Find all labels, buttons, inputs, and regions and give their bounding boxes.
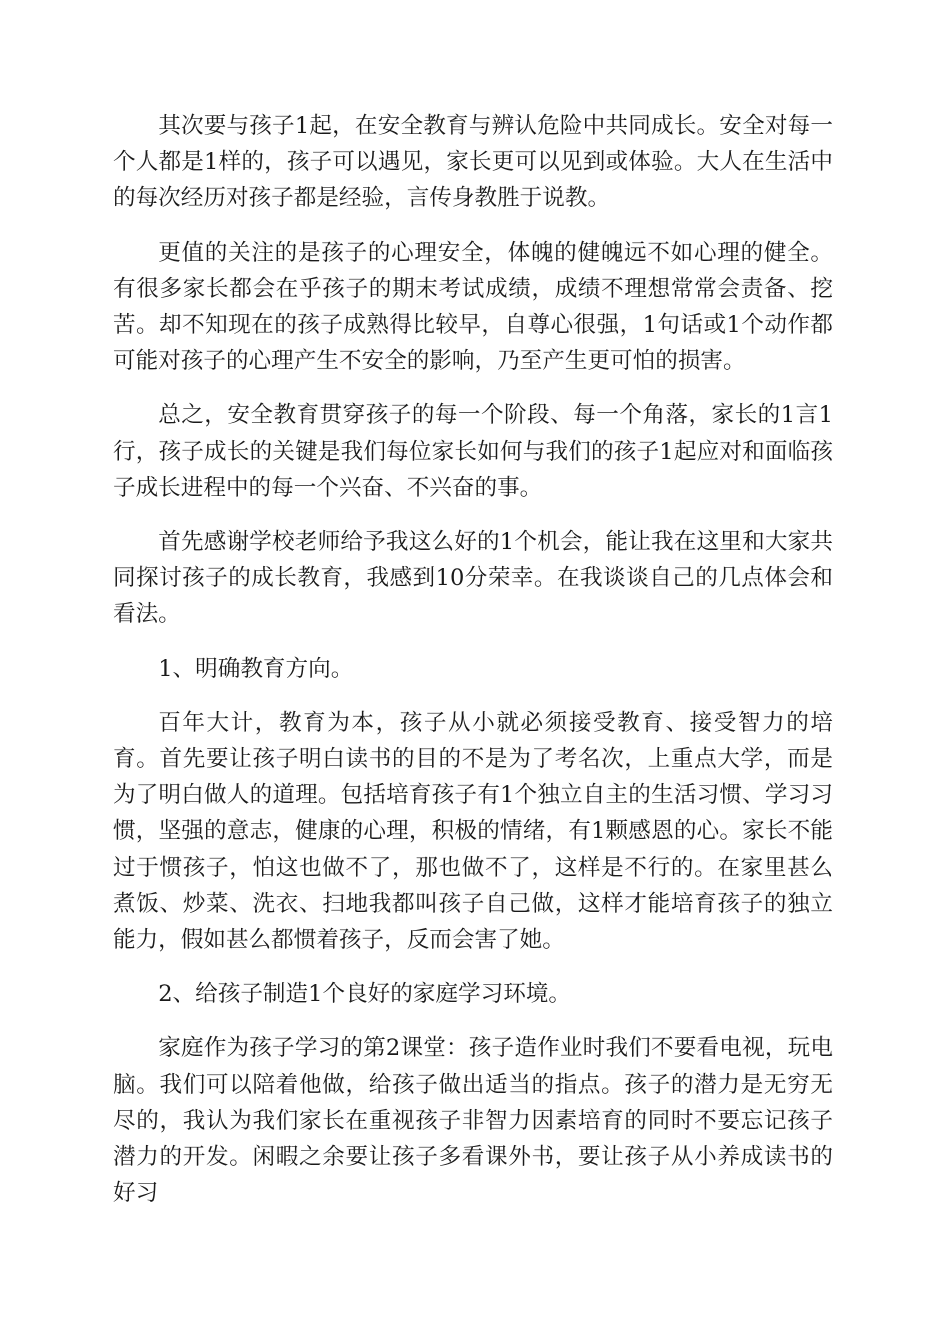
document-body <box>113 108 833 1211</box>
section-heading-2: 2、给孩子制造1个良好的家庭学习环境。 <box>158 981 572 1008</box>
paragraph-thanks: 首先感谢学校老师给予我这么好的1个机会，能让我在这里和大家共同探讨孩子的成长教育，我感到10分荣幸。在我谈谈自己的几点体会和看法。 <box>113 529 833 628</box>
paragraph-education-direction: 百年大计，教育为本，孩子从小就必须接受教育、接受智力的培育。首先要让孩子明白读书的目的不是为了考名次，上重点大学，而是为了明白做人的道理。包括培育孩子有1个独立自主的生活习惯、学习习惯，坚强的意志，健康的心理，积极的情绪，有1颗感恩的心。家长不能过于惯孩子，怕这也做不了，那也做不了，这样是不行的。在家里甚么煮饭、炒菜、洗衣、扫地我都叫孩子自己做，这样才能培育孩子的独立能力，假如甚么都惯着孩子，反而会害了她。 <box>113 709 833 954</box>
section-heading-1: 1、明确教育方向。 <box>158 655 354 682</box>
paragraph-home-environment: 家庭作为孩子学习的第2课堂：孩子造作业时我们不要看电视，玩电脑。我们可以陪着他做，给孩子做出适当的指点。孩子的潜力是无穷无尽的，我认为我们家长在重视孩子非智力因素培育的同时不要忘记孩子潜力的开发。闲暇之余要让孩子多看课外书，要让孩子从小养成读书的好习 <box>113 1035 833 1207</box>
paragraph-psychological-safety: 更值的关注的是孩子的心理安全，体魄的健魄远不如心理的健全。有很多家长都会在乎孩子的期末考试成绩，成绩不理想常常会责备、挖苦。却不知现在的孩子成熟得比较早，自尊心很强，1句话或1个动作都可能对孩子的心理产生不安全的影响，乃至产生更可怕的损害。 <box>113 239 833 375</box>
paragraph-conclusion: 总之，安全教育贯穿孩子的每一个阶段、每一个角落，家长的1言1行，孩子成长的关键是我们每位家长如何与我们的孩子1起应对和面临孩子成长进程中的每一个兴奋、不兴奋的事。 <box>113 402 833 501</box>
paragraph-safety-growth: 其次要与孩子1起，在安全教育与辨认危险中共同成长。安全对每一个人都是1样的，孩子可以遇见，家长更可以见到或体验。大人在生活中的每次经历对孩子都是经验，言传身教胜于说教。 <box>113 113 833 212</box>
